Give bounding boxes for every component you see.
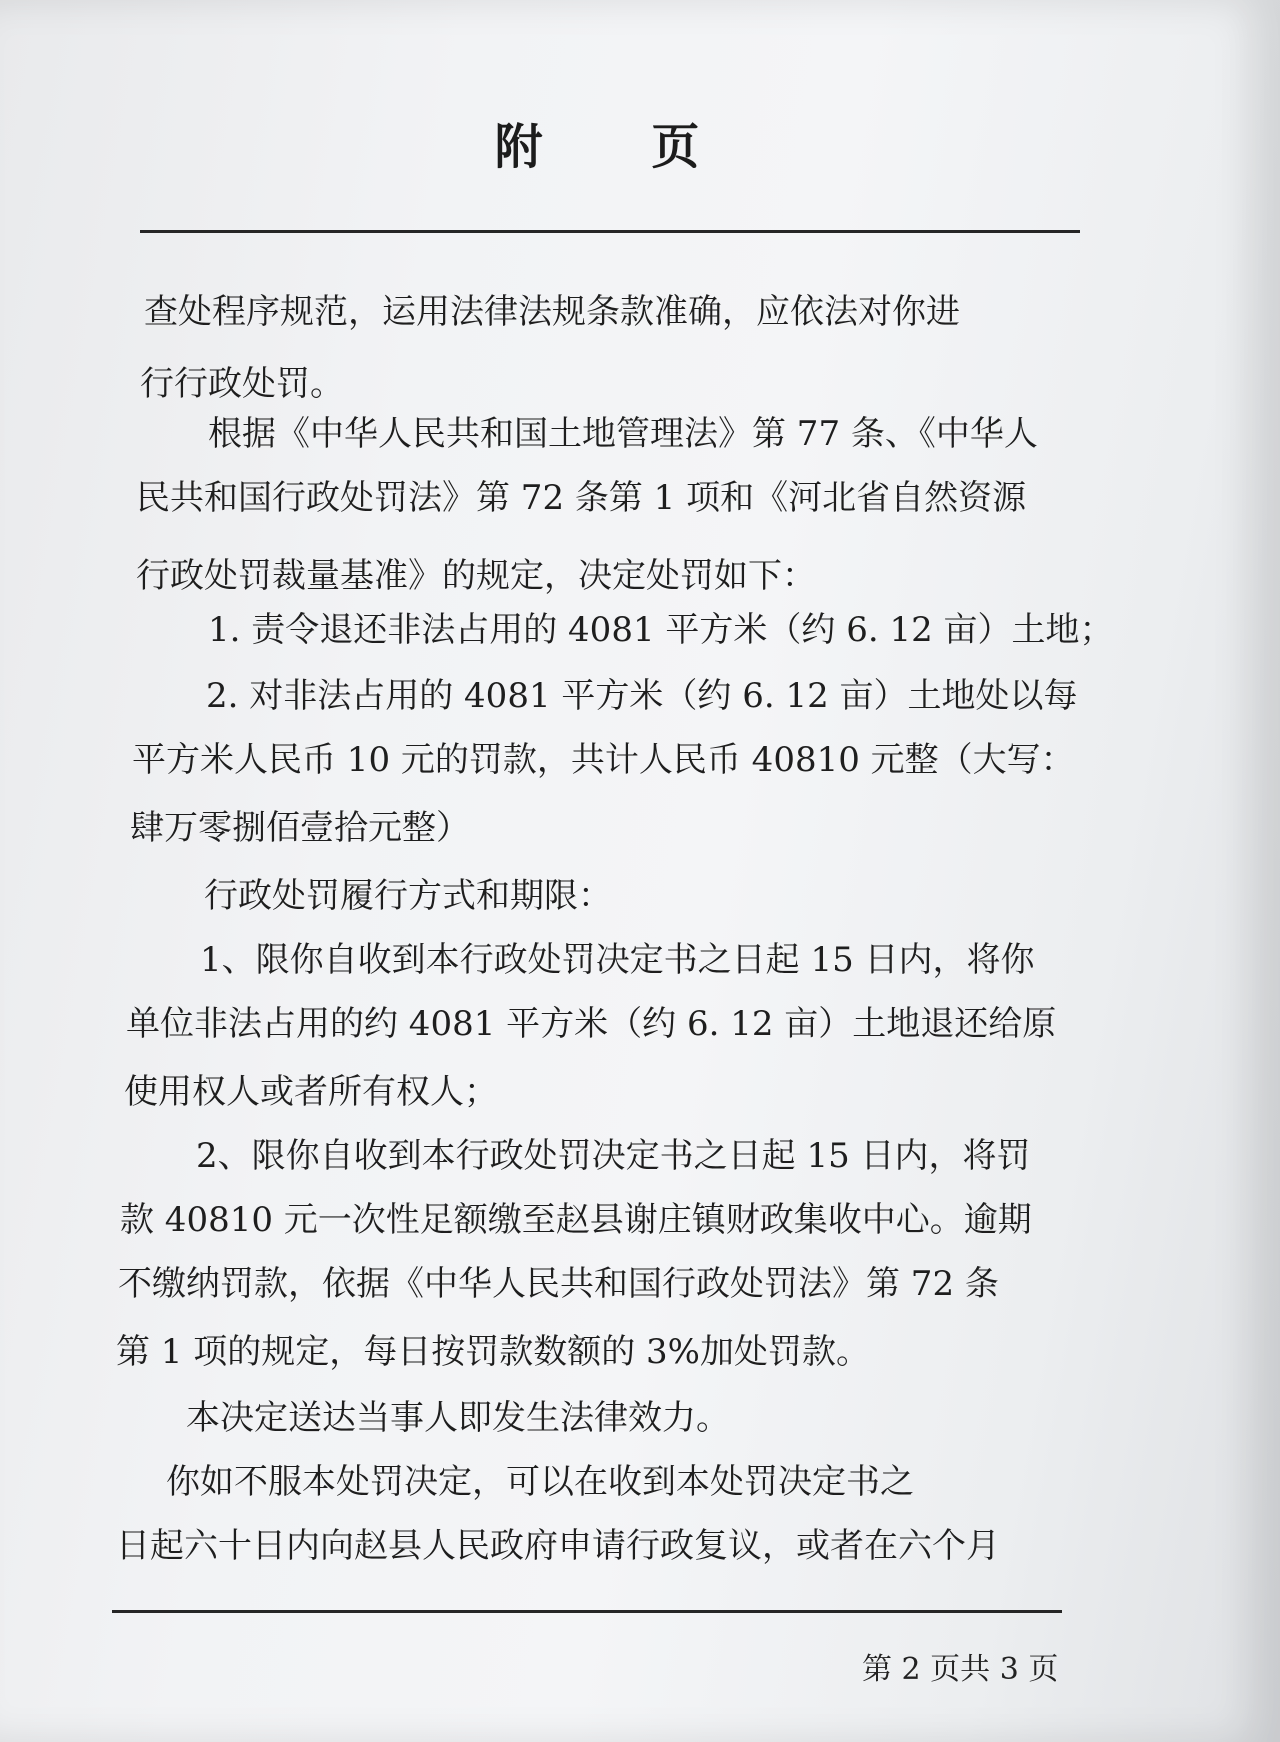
text-line: 肆万零捌佰壹拾元整） (130, 808, 470, 848)
text-line: 根据《中华人民共和国土地管理法》第 77 条、《中华人 (208, 414, 1038, 454)
text-line: 查处程序规范，运用法律法规条款准确，应依法对你进 (144, 292, 960, 332)
text-line: 1、限你自收到本行政处罚决定书之日起 15 日内，将你 (200, 940, 1035, 980)
text-line: 行政处罚履行方式和期限： (204, 876, 612, 916)
text-line: 1. 责令退还非法占用的 4081 平方米（约 6. 12 亩）土地； (208, 610, 1114, 650)
text-line: 单位非法占用的约 4081 平方米（约 6. 12 亩）土地退还给原 (126, 1004, 1057, 1044)
bottom-rule (112, 1610, 1062, 1613)
text-line: 本决定送达当事人即发生法律效力。 (186, 1398, 730, 1438)
text-line: 行政处罚裁量基准》的规定，决定处罚如下： (136, 556, 816, 596)
text-line: 行行政处罚。 (140, 364, 344, 404)
text-line: 2、限你自收到本行政处罚决定书之日起 15 日内，将罚 (196, 1136, 1031, 1176)
text-line: 日起六十日内向赵县人民政府申请行政复议，或者在六个月 (116, 1526, 1000, 1566)
text-line: 第 1 项的规定，每日按罚款数额的 3%加处罚款。 (116, 1332, 870, 1372)
top-rule (140, 230, 1080, 233)
text-line: 平方米人民币 10 元的罚款，共计人民币 40810 元整（大写： (132, 740, 1075, 780)
page-number: 第 2 页共 3 页 (862, 1652, 1059, 1687)
text-line: 2. 对非法占用的 4081 平方米（约 6. 12 亩）土地处以每 (206, 676, 1078, 716)
text-line: 款 40810 元一次性足额缴至赵县谢庄镇财政集收中心。逾期 (120, 1200, 1032, 1240)
text-line: 你如不服本处罚决定，可以在收到本处罚决定书之 (166, 1462, 914, 1502)
text-line: 使用权人或者所有权人； (124, 1072, 498, 1112)
page-title: 附 页 (494, 119, 746, 175)
text-line: 民共和国行政处罚法》第 72 条第 1 项和《河北省自然资源 (136, 478, 1027, 518)
text-line: 不缴纳罚款，依据《中华人民共和国行政处罚法》第 72 条 (118, 1264, 999, 1304)
